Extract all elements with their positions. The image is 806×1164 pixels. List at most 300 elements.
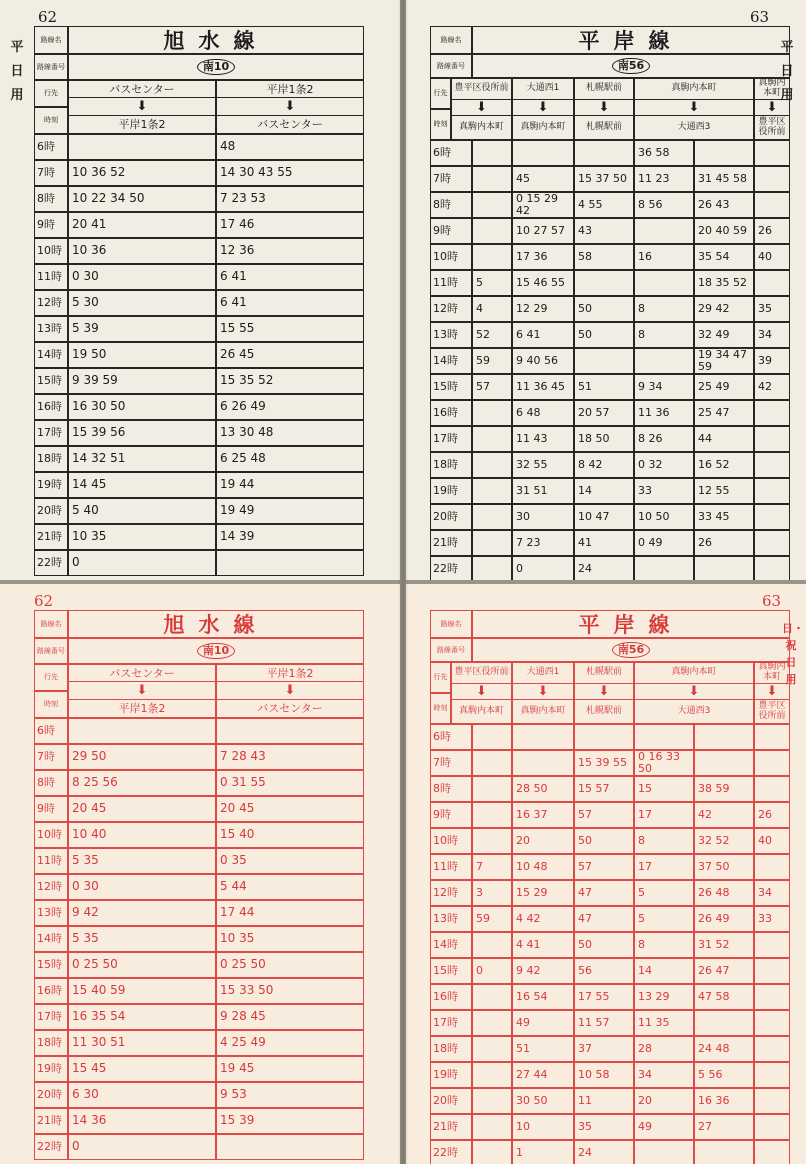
hour-label: 16時 bbox=[34, 978, 68, 1004]
departure-times: 15 57 bbox=[574, 776, 634, 802]
departure-times: 20 45 bbox=[216, 796, 364, 822]
departure-times: 19 44 bbox=[216, 472, 364, 498]
destination-top: 札幌駅前 bbox=[574, 78, 634, 100]
departure-times bbox=[754, 984, 790, 1010]
hour-label: 11時 bbox=[430, 270, 472, 296]
departure-times: 10 48 bbox=[512, 854, 574, 880]
departure-times: 27 44 bbox=[512, 1062, 574, 1088]
departure-times bbox=[754, 1010, 790, 1036]
destination-top: バスセンター bbox=[68, 664, 216, 682]
departure-times: 27 bbox=[694, 1114, 754, 1140]
departure-times bbox=[216, 718, 364, 744]
hour-label: 11時 bbox=[430, 854, 472, 880]
route-no-cell bbox=[472, 54, 790, 78]
departure-times: 35 bbox=[574, 1114, 634, 1140]
departure-times bbox=[472, 556, 512, 580]
departure-times: 16 52 bbox=[694, 452, 754, 478]
departure-times: 59 bbox=[472, 906, 512, 932]
line-name: 旭水線 bbox=[68, 26, 364, 54]
hour-label: 18時 bbox=[430, 1036, 472, 1062]
destination-top: 平岸1条2 bbox=[216, 80, 364, 98]
departure-times bbox=[754, 932, 790, 958]
departure-times: 11 43 bbox=[512, 426, 574, 452]
departure-times: 50 bbox=[574, 828, 634, 854]
departure-times bbox=[754, 776, 790, 802]
departure-times: 29 42 bbox=[694, 296, 754, 322]
departure-times bbox=[472, 984, 512, 1010]
label-route-no: 路線番号 bbox=[430, 638, 472, 662]
departure-times: 39 bbox=[754, 348, 790, 374]
departure-times bbox=[634, 348, 694, 374]
destination-bottom: 大通西3 bbox=[634, 699, 754, 724]
hour-label: 16時 bbox=[34, 394, 68, 420]
direction-arrow-icon: ⬇ bbox=[451, 684, 512, 699]
departure-times: 4 41 bbox=[512, 932, 574, 958]
direction-arrow-icon: ⬇ bbox=[216, 682, 364, 698]
hour-label: 19時 bbox=[34, 1056, 68, 1082]
departure-times: 26 48 bbox=[694, 880, 754, 906]
departure-times: 10 40 bbox=[68, 822, 216, 848]
departure-times: 8 bbox=[634, 296, 694, 322]
departure-times bbox=[754, 1088, 790, 1114]
destination-bottom: バスセンター bbox=[216, 699, 364, 718]
label-time: 時刻 bbox=[34, 691, 68, 718]
departure-times bbox=[512, 750, 574, 776]
destination-top: 豊平区役所前 bbox=[451, 662, 512, 684]
departure-times bbox=[472, 776, 512, 802]
departure-times bbox=[472, 802, 512, 828]
departure-times: 12 36 bbox=[216, 238, 364, 264]
departure-times: 8 56 bbox=[634, 192, 694, 218]
label-line-name: 路線名 bbox=[430, 26, 472, 54]
destination-top: 真駒内本町 bbox=[634, 78, 754, 100]
destination-top: 真駒内本町 bbox=[754, 78, 790, 100]
departure-times: 4 42 bbox=[512, 906, 574, 932]
departure-times: 33 45 bbox=[694, 504, 754, 530]
hour-label: 19時 bbox=[430, 478, 472, 504]
departure-times: 8 bbox=[634, 932, 694, 958]
hour-label: 19時 bbox=[430, 1062, 472, 1088]
hour-label: 22時 bbox=[430, 1140, 472, 1164]
departure-times: 16 35 54 bbox=[68, 1004, 216, 1030]
departure-times: 20 40 59 bbox=[694, 218, 754, 244]
destination-bottom: 平岸1条2 bbox=[68, 699, 216, 718]
destination-top: 豊平区役所前 bbox=[451, 78, 512, 100]
label-destination: 行先 bbox=[34, 80, 68, 107]
departure-times: 50 bbox=[574, 932, 634, 958]
departure-times: 33 bbox=[634, 478, 694, 504]
hour-label: 8時 bbox=[430, 776, 472, 802]
destination-bottom: 札幌駅前 bbox=[574, 699, 634, 724]
departure-times: 15 29 bbox=[512, 880, 574, 906]
departure-times: 37 bbox=[574, 1036, 634, 1062]
departure-times: 14 30 43 55 bbox=[216, 160, 364, 186]
departure-times: 0 30 bbox=[68, 874, 216, 900]
destination-bottom: 豊平区役所前 bbox=[754, 699, 790, 724]
departure-times: 34 bbox=[754, 322, 790, 348]
departure-times: 30 bbox=[512, 504, 574, 530]
hour-label: 14時 bbox=[430, 932, 472, 958]
departure-times: 6 41 bbox=[216, 264, 364, 290]
departure-times bbox=[472, 1062, 512, 1088]
departure-times: 5 35 bbox=[68, 848, 216, 874]
departure-times bbox=[574, 270, 634, 296]
hour-label: 7時 bbox=[430, 166, 472, 192]
departure-times: 24 48 bbox=[694, 1036, 754, 1062]
departure-times bbox=[216, 550, 364, 576]
departure-times: 15 55 bbox=[216, 316, 364, 342]
hour-label: 11時 bbox=[34, 848, 68, 874]
departure-times: 14 39 bbox=[216, 524, 364, 550]
hour-label: 9時 bbox=[430, 218, 472, 244]
page-holiday-62 bbox=[0, 584, 400, 1164]
departure-times: 10 36 52 bbox=[68, 160, 216, 186]
departure-times: 0 25 50 bbox=[216, 952, 364, 978]
direction-arrow-icon: ⬇ bbox=[512, 100, 574, 115]
departure-times bbox=[694, 750, 754, 776]
departure-times: 10 27 57 bbox=[512, 218, 574, 244]
departure-times: 11 bbox=[574, 1088, 634, 1114]
departure-times bbox=[754, 504, 790, 530]
departure-times bbox=[694, 1140, 754, 1164]
departure-times bbox=[472, 750, 512, 776]
route-number-badge: 南10 bbox=[197, 643, 235, 660]
departure-times: 6 41 bbox=[216, 290, 364, 316]
direction-arrow-icon: ⬇ bbox=[634, 684, 754, 699]
route-number-badge: 南56 bbox=[612, 642, 650, 659]
departure-times: 11 35 bbox=[634, 1010, 694, 1036]
departure-times: 26 bbox=[754, 218, 790, 244]
departure-times: 25 47 bbox=[694, 400, 754, 426]
line-name: 平岸線 bbox=[472, 610, 790, 638]
departure-times: 24 bbox=[574, 1140, 634, 1164]
departure-times: 57 bbox=[472, 374, 512, 400]
departure-times: 0 49 bbox=[634, 530, 694, 556]
route-no-cell bbox=[68, 54, 364, 80]
departure-times: 0 32 bbox=[634, 452, 694, 478]
departure-times bbox=[694, 724, 754, 750]
destination-top: 札幌駅前 bbox=[574, 662, 634, 684]
departure-times: 17 46 bbox=[216, 212, 364, 238]
departure-times: 20 45 bbox=[68, 796, 216, 822]
departure-times: 11 23 bbox=[634, 166, 694, 192]
departure-times bbox=[472, 140, 512, 166]
departure-times: 20 57 bbox=[574, 400, 634, 426]
departure-times: 7 23 bbox=[512, 530, 574, 556]
departure-times: 33 bbox=[754, 906, 790, 932]
hour-label: 22時 bbox=[34, 1134, 68, 1160]
departure-times: 6 48 bbox=[512, 400, 574, 426]
departure-times: 8 26 bbox=[634, 426, 694, 452]
departure-times: 31 45 58 bbox=[694, 166, 754, 192]
departure-times bbox=[68, 134, 216, 160]
hour-label: 8時 bbox=[34, 186, 68, 212]
departure-times: 7 bbox=[472, 854, 512, 880]
label-route-no: 路線番号 bbox=[430, 54, 472, 78]
label-destination: 行先 bbox=[430, 78, 451, 109]
departure-times bbox=[694, 1010, 754, 1036]
departure-times: 29 50 bbox=[68, 744, 216, 770]
departure-times: 47 bbox=[574, 906, 634, 932]
departure-times: 48 bbox=[216, 134, 364, 160]
departure-times: 26 bbox=[754, 802, 790, 828]
departure-times bbox=[754, 1140, 790, 1164]
direction-arrow-icon: ⬇ bbox=[512, 684, 574, 699]
hour-label: 8時 bbox=[430, 192, 472, 218]
departure-times: 24 bbox=[574, 556, 634, 580]
departure-times: 9 39 59 bbox=[68, 368, 216, 394]
departure-times: 11 36 45 bbox=[512, 374, 574, 400]
page-number: 63 bbox=[750, 8, 770, 26]
direction-arrow-icon: ⬇ bbox=[574, 100, 634, 115]
departure-times bbox=[472, 724, 512, 750]
departure-times: 56 bbox=[574, 958, 634, 984]
departure-times: 5 39 bbox=[68, 316, 216, 342]
hour-label: 22時 bbox=[430, 556, 472, 580]
departure-times: 15 40 bbox=[216, 822, 364, 848]
departure-times: 11 57 bbox=[574, 1010, 634, 1036]
hour-label: 18時 bbox=[430, 452, 472, 478]
hour-label: 20時 bbox=[34, 1082, 68, 1108]
departure-times bbox=[472, 530, 512, 556]
side-label: 平日用 bbox=[780, 40, 794, 103]
departure-times: 26 bbox=[694, 530, 754, 556]
departure-times: 15 39 55 bbox=[574, 750, 634, 776]
direction-arrow-icon: ⬇ bbox=[68, 682, 216, 698]
departure-times bbox=[634, 218, 694, 244]
destination-top: 大通西1 bbox=[512, 78, 574, 100]
departure-times: 10 22 34 50 bbox=[68, 186, 216, 212]
line-name: 旭水線 bbox=[68, 610, 364, 638]
hour-label: 12時 bbox=[34, 290, 68, 316]
departure-times: 1 bbox=[512, 1140, 574, 1164]
departure-times: 15 39 56 bbox=[68, 420, 216, 446]
destination-bottom: 真駒内本町 bbox=[512, 699, 574, 724]
departure-times: 8 25 56 bbox=[68, 770, 216, 796]
direction-arrow-icon: ⬇ bbox=[216, 98, 364, 114]
hour-label: 13時 bbox=[430, 906, 472, 932]
direction-arrow-icon: ⬇ bbox=[574, 684, 634, 699]
departure-times bbox=[472, 192, 512, 218]
label-route-no: 路線番号 bbox=[34, 638, 68, 664]
hour-label: 13時 bbox=[34, 900, 68, 926]
hour-label: 21時 bbox=[430, 530, 472, 556]
departure-times: 28 bbox=[634, 1036, 694, 1062]
hour-label: 21時 bbox=[430, 1114, 472, 1140]
departure-times bbox=[754, 556, 790, 580]
departure-times bbox=[574, 724, 634, 750]
departure-times: 0 16 33 50 bbox=[634, 750, 694, 776]
departure-times: 51 bbox=[574, 374, 634, 400]
departure-times: 17 bbox=[634, 854, 694, 880]
departure-times: 17 55 bbox=[574, 984, 634, 1010]
departure-times bbox=[754, 166, 790, 192]
departure-times: 37 50 bbox=[694, 854, 754, 880]
departure-times: 10 50 bbox=[634, 504, 694, 530]
departure-times bbox=[216, 1134, 364, 1160]
departure-times: 20 41 bbox=[68, 212, 216, 238]
departure-times: 16 37 bbox=[512, 802, 574, 828]
departure-times: 6 30 bbox=[68, 1082, 216, 1108]
departure-times: 14 bbox=[634, 958, 694, 984]
departure-times: 49 bbox=[512, 1010, 574, 1036]
departure-times bbox=[694, 556, 754, 580]
hour-label: 16時 bbox=[430, 400, 472, 426]
page-weekday-63 bbox=[406, 0, 806, 580]
departure-times bbox=[472, 1088, 512, 1114]
hour-label: 6時 bbox=[430, 140, 472, 166]
destination-bottom: 豊平区役所前 bbox=[754, 115, 790, 140]
hour-label: 22時 bbox=[34, 550, 68, 576]
departure-times: 15 bbox=[634, 776, 694, 802]
departure-times: 5 bbox=[472, 270, 512, 296]
departure-times: 41 bbox=[574, 530, 634, 556]
departure-times: 10 35 bbox=[68, 524, 216, 550]
departure-times: 14 32 51 bbox=[68, 446, 216, 472]
page-number: 63 bbox=[762, 592, 782, 610]
departure-times: 5 44 bbox=[216, 874, 364, 900]
departure-times bbox=[472, 218, 512, 244]
departure-times bbox=[754, 140, 790, 166]
departure-times: 36 58 bbox=[634, 140, 694, 166]
departure-times bbox=[472, 400, 512, 426]
hour-label: 10時 bbox=[34, 238, 68, 264]
hour-label: 10時 bbox=[430, 828, 472, 854]
departure-times: 34 bbox=[754, 880, 790, 906]
departure-times: 5 30 bbox=[68, 290, 216, 316]
destination-bottom: 真駒内本町 bbox=[512, 115, 574, 140]
side-label: 平日用 bbox=[10, 40, 24, 103]
hour-label: 15時 bbox=[34, 952, 68, 978]
departure-times: 26 45 bbox=[216, 342, 364, 368]
hour-label: 17時 bbox=[34, 1004, 68, 1030]
departure-times: 45 bbox=[512, 166, 574, 192]
hour-label: 10時 bbox=[430, 244, 472, 270]
departure-times: 50 bbox=[574, 322, 634, 348]
departure-times: 15 33 50 bbox=[216, 978, 364, 1004]
departure-times: 0 15 29 42 bbox=[512, 192, 574, 218]
hour-label: 18時 bbox=[34, 446, 68, 472]
departure-times: 49 bbox=[634, 1114, 694, 1140]
departure-times: 30 50 bbox=[512, 1088, 574, 1114]
departure-times: 7 28 43 bbox=[216, 744, 364, 770]
hour-label: 15時 bbox=[34, 368, 68, 394]
departure-times: 10 36 bbox=[68, 238, 216, 264]
departure-times: 10 bbox=[512, 1114, 574, 1140]
departure-times bbox=[472, 932, 512, 958]
hour-label: 9時 bbox=[430, 802, 472, 828]
hour-label: 7時 bbox=[430, 750, 472, 776]
hour-label: 21時 bbox=[34, 524, 68, 550]
route-no-cell bbox=[472, 638, 790, 662]
departure-times: 50 bbox=[574, 296, 634, 322]
hour-label: 6時 bbox=[34, 134, 68, 160]
destination-top: 大通西1 bbox=[512, 662, 574, 684]
departure-times: 17 44 bbox=[216, 900, 364, 926]
departure-times: 0 25 50 bbox=[68, 952, 216, 978]
departure-times bbox=[472, 244, 512, 270]
departure-times: 14 bbox=[574, 478, 634, 504]
departure-times: 9 40 56 bbox=[512, 348, 574, 374]
departure-times bbox=[754, 452, 790, 478]
departure-times: 18 50 bbox=[574, 426, 634, 452]
departure-times bbox=[754, 270, 790, 296]
departure-times: 0 31 55 bbox=[216, 770, 364, 796]
label-line-name: 路線名 bbox=[34, 610, 68, 638]
departure-times: 12 29 bbox=[512, 296, 574, 322]
departure-times: 12 55 bbox=[694, 478, 754, 504]
departure-times: 31 51 bbox=[512, 478, 574, 504]
route-number-badge: 南56 bbox=[612, 58, 650, 75]
departure-times: 32 52 bbox=[694, 828, 754, 854]
departure-times: 19 34 47 59 bbox=[694, 348, 754, 374]
page-number: 62 bbox=[34, 592, 54, 610]
departure-times bbox=[754, 1036, 790, 1062]
departure-times: 3 bbox=[472, 880, 512, 906]
departure-times: 16 bbox=[634, 244, 694, 270]
departure-times: 0 35 bbox=[216, 848, 364, 874]
departure-times: 17 36 bbox=[512, 244, 574, 270]
departure-times: 58 bbox=[574, 244, 634, 270]
destination-bottom: バスセンター bbox=[216, 115, 364, 134]
departure-times: 6 41 bbox=[512, 322, 574, 348]
departure-times: 14 36 bbox=[68, 1108, 216, 1134]
departure-times bbox=[634, 1140, 694, 1164]
departure-times: 34 bbox=[634, 1062, 694, 1088]
destination-top: バスセンター bbox=[68, 80, 216, 98]
departure-times: 4 bbox=[472, 296, 512, 322]
departure-times bbox=[472, 452, 512, 478]
hour-label: 11時 bbox=[34, 264, 68, 290]
departure-times bbox=[472, 1010, 512, 1036]
departure-times: 13 30 48 bbox=[216, 420, 364, 446]
destination-bottom: 真駒内本町 bbox=[451, 699, 512, 724]
departure-times bbox=[754, 426, 790, 452]
departure-times: 15 39 bbox=[216, 1108, 364, 1134]
hour-label: 12時 bbox=[34, 874, 68, 900]
departure-times bbox=[754, 958, 790, 984]
route-no-cell bbox=[68, 638, 364, 664]
departure-times: 26 49 bbox=[694, 906, 754, 932]
hour-label: 6時 bbox=[34, 718, 68, 744]
departure-times bbox=[634, 270, 694, 296]
departure-times: 20 bbox=[634, 1088, 694, 1114]
departure-times: 8 bbox=[634, 322, 694, 348]
departure-times: 19 50 bbox=[68, 342, 216, 368]
hour-label: 13時 bbox=[430, 322, 472, 348]
departure-times: 26 47 bbox=[694, 958, 754, 984]
departure-times: 8 bbox=[634, 828, 694, 854]
departure-times: 51 bbox=[512, 1036, 574, 1062]
label-line-name: 路線名 bbox=[430, 610, 472, 638]
departure-times bbox=[634, 556, 694, 580]
departure-times bbox=[472, 1036, 512, 1062]
departure-times: 9 28 45 bbox=[216, 1004, 364, 1030]
departure-times: 40 bbox=[754, 244, 790, 270]
departure-times: 0 30 bbox=[68, 264, 216, 290]
departure-times: 15 35 52 bbox=[216, 368, 364, 394]
hour-label: 14時 bbox=[430, 348, 472, 374]
hour-label: 8時 bbox=[34, 770, 68, 796]
departure-times: 16 36 bbox=[694, 1088, 754, 1114]
departure-times: 4 55 bbox=[574, 192, 634, 218]
departure-times: 40 bbox=[754, 828, 790, 854]
departure-times bbox=[472, 1140, 512, 1164]
departure-times bbox=[634, 724, 694, 750]
line-name: 平岸線 bbox=[472, 26, 790, 54]
direction-arrow-icon: ⬇ bbox=[754, 684, 790, 699]
destination-bottom: 札幌駅前 bbox=[574, 115, 634, 140]
